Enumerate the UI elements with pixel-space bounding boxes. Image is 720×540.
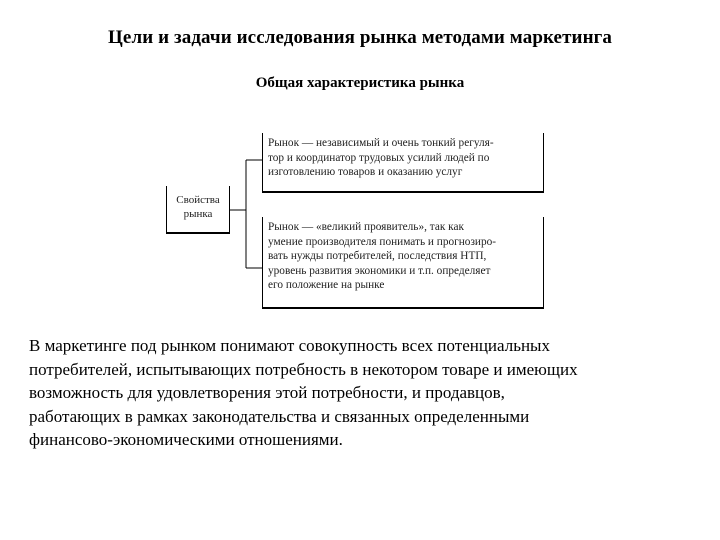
section-subtitle: Общая характеристика рынка [255, 75, 465, 91]
definition-paragraph: В маркетинге под рынком понимают совокупность всех потенциальных потребителей, испытывающих потребность в некотором товаре и имеющих возможность для удовлетворения этой потребности, и продавцов, работающих в рамках законодательства и связанных определенными финансово-экономическими отношениями. [29, 336, 578, 449]
root-box: Свойства рынка [166, 186, 230, 234]
property-box-1: Рынок — независимый и очень тонкий регуля- тор и координатор трудовых усилий людей по изготовлению товаров и оказанию услуг [262, 133, 544, 193]
property-box-2: Рынок — «великий проявитель», так как умение производителя понимать и прогнозиро- вать нужды потребителей, последствия НТП, уровень развития экономики и т.п. определяет его положение на рынке [262, 217, 544, 309]
page-title: Цели и задачи исследования рынка методами маркетинга [108, 27, 612, 48]
